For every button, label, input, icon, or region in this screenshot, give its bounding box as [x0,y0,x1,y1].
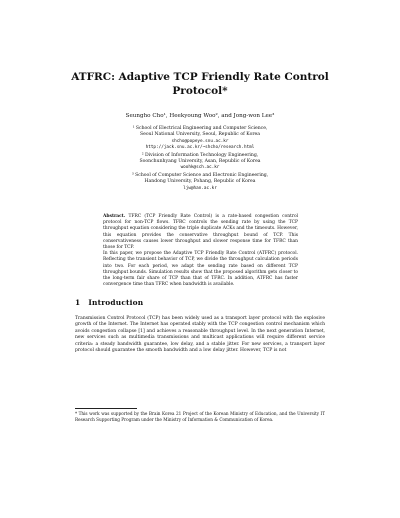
affiliation-3 [60,173,340,192]
affiliation-email[interactable]: ljw@han.ac.kr [183,185,217,191]
affiliation-1 [60,126,340,152]
affiliation-line: Handong University, Pohang, Republic of Korea [144,179,256,185]
footnote: * This work was supported by the Brain Korea 21 Project of the Korean Ministry of Education, and the University IT Research Supporting Program under the Ministry of Information & Communication of Korea. [75,411,325,422]
abstract-paragraph-2: In this paper, we propose the Adaptive TCP Friendly Rate Control (ATFRC) protocol. Reflecting the transient behavior of TCP, we divide the throughput calculation periods into two. For each period, we adapt the sending rate based on different TCP throughput bounds. Simulation results show that the proposed algorithm gets closer to the long-term fair share of TCP than that of TFRC. In addition, ATFRC has faster convergence time than TFRC when bandwidth is available. [103,251,298,288]
affiliation-email[interactable]: shcho@popeye.snu.ac.kr [171,138,229,144]
introduction-body [75,316,325,354]
abstract-paragraph-1 [103,214,298,251]
affiliation-line: ² Division of Information Technology Engineering, [141,152,259,158]
section-title: Introduction [88,298,144,307]
section-heading [75,298,143,307]
affiliation-2 [60,153,340,172]
abstract [103,214,298,288]
author-list: Seungho Cho¹, Heekyoung Woo², and Jong-won Lee³ [125,113,275,119]
affiliation-line: ¹ School of Electrical Engineering and Computer Science, [132,126,268,131]
affiliation-line: ³ School of Computer Science and Electronic Engineering, [131,172,269,178]
affiliations [60,126,340,193]
body-paragraph: Transmission Control Protocol (TCP) has been widely used as a transport layer protocol with the explosive growth of the Internet. The Internet has operated stably with the TCP congestion control mechanism which avoids congestion collapse [1] and achieves a reasonable throughput level. In the next generation Internet, new services such as multimedia transmissions and multicast applications will require different service criteria: a steady bandwidth guarantee, low delay, and a stable jitter. For new services, a transport layer protocol should guarantee the smooth bandwidth and a low delay jitter. However, TCP is not [75,316,325,354]
affiliation-line: Soonchunhyang University, Asan, Republic of Korea [139,159,261,165]
footnote-rule [75,408,137,409]
affiliation-email[interactable]: woohk@sch.ac.kr [180,165,220,171]
section-number: 1 [75,298,81,307]
paper-title: ATFRC: Adaptive TCP Friendly Rate Control Protocol* [71,71,329,97]
abstract-text: TFRC (TCP Friendly Rate Control) is a rate-based congestion control protocol for non-TCP flows. TFRC controls the sending rate by using the TCP throughput equation considering the triple duplicate ACKs and the timeouts. However, this equation provides the conservative throughput bound of TCP. This conservativeness causes lower throughput and slower response time for TFRC than those for TCP. [103,214,298,251]
affiliation-url[interactable]: http://jack.snu.ac.kr/~shcho/research.html [145,145,255,151]
affiliation-line: Seoul National University, Seoul, Republic of Korea [140,132,260,138]
abstract-heading: Abstract. [103,214,126,219]
